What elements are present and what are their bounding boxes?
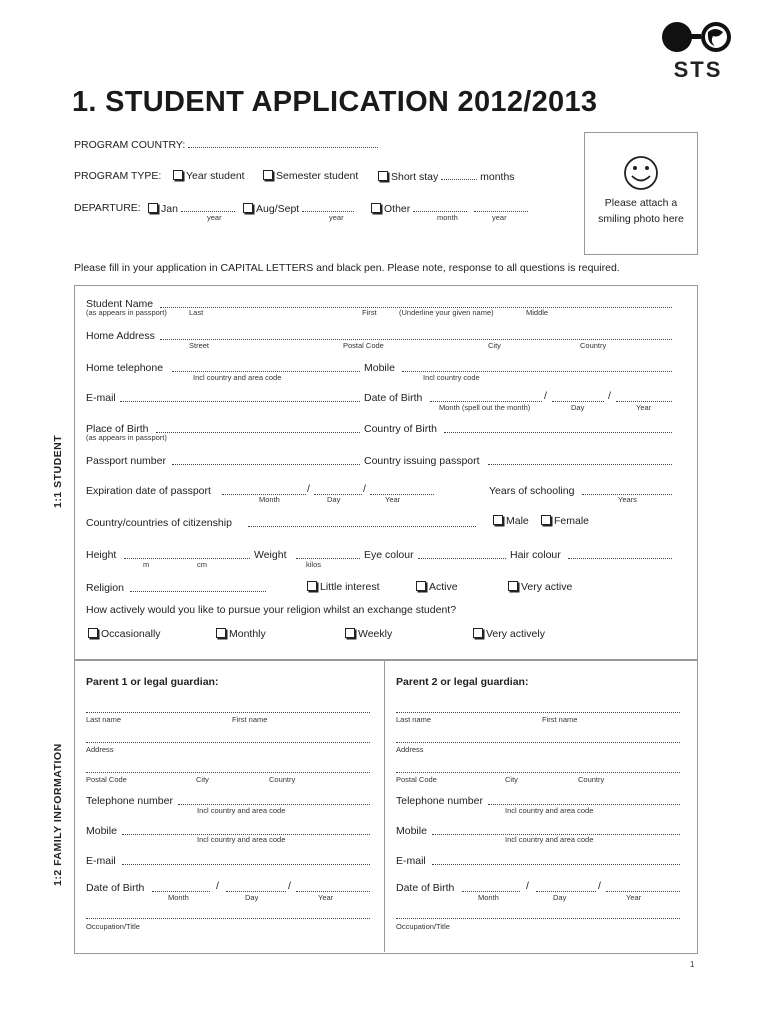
hint: Country (269, 775, 296, 784)
hint: (Underline your given name) (399, 308, 494, 317)
mobile-field[interactable] (402, 371, 672, 372)
page-number: 1 (690, 960, 695, 969)
separator: / (608, 390, 611, 402)
hint: Month (spell out the month) (439, 403, 531, 412)
home-telephone-field[interactable] (172, 371, 360, 372)
option-very-actively[interactable]: Very actively (473, 628, 545, 640)
checkbox-icon[interactable] (493, 515, 503, 525)
dob-year-field[interactable] (616, 401, 672, 402)
passport-number-field[interactable] (172, 464, 360, 465)
hint: First (362, 308, 377, 317)
student-side-label: 1:1 STUDENT (52, 434, 64, 508)
parent2-email-label: E-mail (396, 855, 426, 867)
parent1-dob-label: Date of Birth (86, 882, 145, 894)
parent2-name-field[interactable] (396, 712, 680, 713)
dob-month-field[interactable] (430, 401, 542, 402)
height-label: Height (86, 549, 117, 561)
country-birth-label: Country of Birth (364, 423, 437, 435)
option-male[interactable]: Male (493, 515, 529, 527)
dob-day-field[interactable] (552, 401, 604, 402)
parent1-dob-year[interactable] (296, 891, 370, 892)
hint: Month (168, 893, 189, 902)
logo-text: STS (673, 57, 723, 82)
parent1-name-field[interactable] (86, 712, 370, 713)
checkbox-icon[interactable] (416, 581, 426, 591)
program-type-row (74, 170, 161, 182)
option-aug-sept[interactable]: Aug/Sept (243, 202, 354, 215)
passport-number-label: Passport number (86, 455, 166, 467)
hint: Month (259, 495, 280, 504)
family-section (74, 660, 698, 954)
parent1-address-field[interactable] (86, 742, 370, 743)
hint: Occupation/Title (86, 922, 140, 931)
checkbox-icon[interactable] (508, 581, 518, 591)
parent1-telephone-field[interactable] (178, 804, 370, 805)
hint: Last name (396, 715, 432, 724)
months-field[interactable] (441, 170, 477, 180)
hint: (as appears in passport) (86, 308, 167, 317)
program-country-row (74, 138, 378, 151)
parent2-occupation-field[interactable] (396, 918, 680, 919)
other-year-field[interactable] (474, 202, 528, 212)
checkbox-icon[interactable] (541, 515, 551, 525)
citizenship-field[interactable] (248, 526, 476, 527)
parent2-telephone-field[interactable] (488, 804, 680, 805)
checkbox-icon[interactable] (473, 628, 483, 638)
option-other[interactable]: Other (371, 202, 528, 215)
home-telephone-label: Home telephone (86, 362, 164, 374)
program-type-label: PROGRAM TYPE: (74, 170, 162, 182)
parent2-address-field[interactable] (396, 742, 680, 743)
hint: Incl country code (423, 373, 480, 382)
separator: / (598, 880, 601, 892)
separator: / (526, 880, 529, 892)
globe-icon (655, 20, 741, 54)
separator: / (544, 390, 547, 402)
hint: Incl country and area code (197, 806, 286, 815)
hint: Years (618, 495, 637, 504)
hint: kilos (306, 560, 322, 569)
parent1-heading: Parent 1 or legal guardian: (86, 676, 219, 688)
weight-field[interactable] (296, 558, 360, 559)
parent1-dob-day[interactable] (226, 891, 286, 892)
home-address-field[interactable] (160, 339, 672, 340)
hint: Year (318, 893, 334, 902)
family-side-label: 1:2 FAMILY INFORMATION (52, 743, 64, 886)
eye-colour-field[interactable] (418, 558, 506, 559)
parent2-postal-field[interactable] (396, 772, 680, 773)
hint: Address (396, 745, 424, 754)
hint: Occupation/Title (396, 922, 450, 931)
dob-label: Date of Birth (364, 392, 423, 404)
aug-year-hint: year (329, 213, 344, 222)
checkbox-icon[interactable] (148, 203, 158, 213)
option-jan[interactable]: Jan (148, 202, 235, 215)
expiry-year-field[interactable] (370, 494, 434, 495)
parent2-dob-day[interactable] (536, 891, 596, 892)
option-weekly[interactable]: Weekly (345, 628, 392, 640)
parent1-mobile-label: Mobile (86, 825, 117, 837)
hint: cm (197, 560, 207, 569)
aug-year-field[interactable] (302, 202, 354, 212)
hint: Postal Code (86, 775, 127, 784)
eye-colour-label: Eye colour (364, 549, 414, 561)
program-country-field[interactable] (188, 138, 378, 148)
checkbox-icon[interactable] (307, 581, 317, 591)
photo-text: Please attach a smiling photo here (598, 197, 684, 225)
checkbox-icon[interactable] (263, 170, 273, 180)
hint: Country (580, 341, 607, 350)
expiry-label: Expiration date of passport (86, 485, 211, 497)
family-divider (384, 660, 385, 952)
option-monthly[interactable]: Monthly (216, 628, 266, 640)
height-field[interactable] (124, 558, 250, 559)
hint: Year (626, 893, 642, 902)
option-active[interactable]: Active (416, 581, 458, 593)
jan-year-field[interactable] (181, 202, 235, 212)
hint: (as appears in passport) (86, 433, 167, 442)
hint: First name (542, 715, 578, 724)
hint: Middle (526, 308, 549, 317)
parent2-heading: Parent 2 or legal guardian: (396, 676, 529, 688)
parent1-email-label: E-mail (86, 855, 116, 867)
photo-box[interactable] (584, 132, 698, 255)
hint: Year (636, 403, 652, 412)
hint: City (196, 775, 209, 784)
hint: Incl country and area code (197, 835, 286, 844)
hint: Day (245, 893, 259, 902)
parent2-email-field[interactable] (432, 864, 680, 865)
program-country-label: PROGRAM COUNTRY: (74, 139, 186, 151)
pob-field[interactable] (156, 432, 360, 433)
hint: Last name (86, 715, 122, 724)
hint: Street (189, 341, 210, 350)
religion-field[interactable] (130, 591, 266, 592)
pursue-question: How actively would you like to pursue your religion whilst an exchange student? (86, 604, 457, 616)
email-field[interactable] (120, 401, 360, 402)
other-month-field[interactable] (413, 202, 467, 212)
hint: City (505, 775, 518, 784)
checkbox-icon[interactable] (371, 203, 381, 213)
hint: Day (327, 495, 341, 504)
home-address-label: Home Address (86, 330, 155, 342)
option-short-stay[interactable]: Short stay months (378, 170, 515, 183)
hint: Year (385, 495, 401, 504)
hair-colour-label: Hair colour (510, 549, 561, 561)
parent1-postal-field[interactable] (86, 772, 370, 773)
pob-label: Place of Birth (86, 423, 149, 435)
religion-label: Religion (86, 582, 124, 594)
option-semester-student[interactable]: Semester student (263, 170, 358, 182)
parent2-telephone-label: Telephone number (396, 795, 483, 807)
instructions: Please fill in your application in CAPITAL LETTERS and black pen. Please note, response to all questions is required. (74, 262, 620, 274)
weight-label: Weight (254, 549, 287, 561)
separator: / (216, 880, 219, 892)
parent1-telephone-label: Telephone number (86, 795, 173, 807)
option-occasionally[interactable]: Occasionally (88, 628, 161, 640)
parent1-occupation-field[interactable] (86, 918, 370, 919)
jan-year-hint: year (207, 213, 222, 222)
student-name-label: Student Name (86, 298, 154, 310)
parent1-dob-month[interactable] (152, 891, 210, 892)
checkbox-icon[interactable] (378, 171, 388, 181)
checkbox-icon[interactable] (173, 170, 183, 180)
parent2-mobile-label: Mobile (396, 825, 427, 837)
smiley-icon (621, 153, 661, 193)
hint: Day (553, 893, 567, 902)
hint: m (143, 560, 150, 569)
option-female[interactable]: Female (541, 515, 589, 527)
hint: Last (189, 308, 204, 317)
email-label: E-mail (86, 392, 116, 404)
hint: Day (571, 403, 585, 412)
option-year-student[interactable]: Year student (173, 170, 245, 182)
citizenship-label: Country/countries of citizenship (86, 517, 232, 529)
option-very-active[interactable]: Very active (508, 581, 572, 593)
parent2-dob-label: Date of Birth (396, 882, 455, 894)
hint: Incl country and area code (193, 373, 282, 382)
other-year-hint: year (492, 213, 507, 222)
hint: City (488, 341, 501, 350)
hint: Postal Code (396, 775, 437, 784)
country-passport-field[interactable] (488, 464, 672, 465)
departure-label: DEPARTURE: (74, 202, 141, 214)
other-month-hint: month (437, 213, 458, 222)
checkbox-icon[interactable] (216, 628, 226, 638)
hint: Incl country and area code (505, 835, 594, 844)
separator: / (288, 880, 291, 892)
years-school-label: Years of schooling (489, 485, 575, 497)
parent2-dob-year[interactable] (606, 891, 680, 892)
sts-logo (655, 20, 741, 82)
parent1-email-field[interactable] (122, 864, 370, 865)
hint: Country (578, 775, 605, 784)
hint: First name (232, 715, 268, 724)
country-birth-field[interactable] (444, 432, 672, 433)
hint: Postal Code (343, 341, 384, 350)
separator: / (363, 483, 366, 495)
hair-colour-field[interactable] (568, 558, 672, 559)
checkbox-icon[interactable] (243, 203, 253, 213)
hint: Address (86, 745, 114, 754)
checkbox-icon[interactable] (345, 628, 355, 638)
option-little-interest[interactable]: Little interest (307, 581, 380, 593)
mobile-label: Mobile (364, 362, 395, 374)
page-title: 1. STUDENT APPLICATION 2012/2013 (72, 86, 598, 118)
separator: / (307, 483, 310, 495)
checkbox-icon[interactable] (88, 628, 98, 638)
hint: Month (478, 893, 499, 902)
hint: Incl country and area code (505, 806, 594, 815)
parent2-dob-month[interactable] (462, 891, 520, 892)
country-passport-label: Country issuing passport (364, 455, 480, 467)
